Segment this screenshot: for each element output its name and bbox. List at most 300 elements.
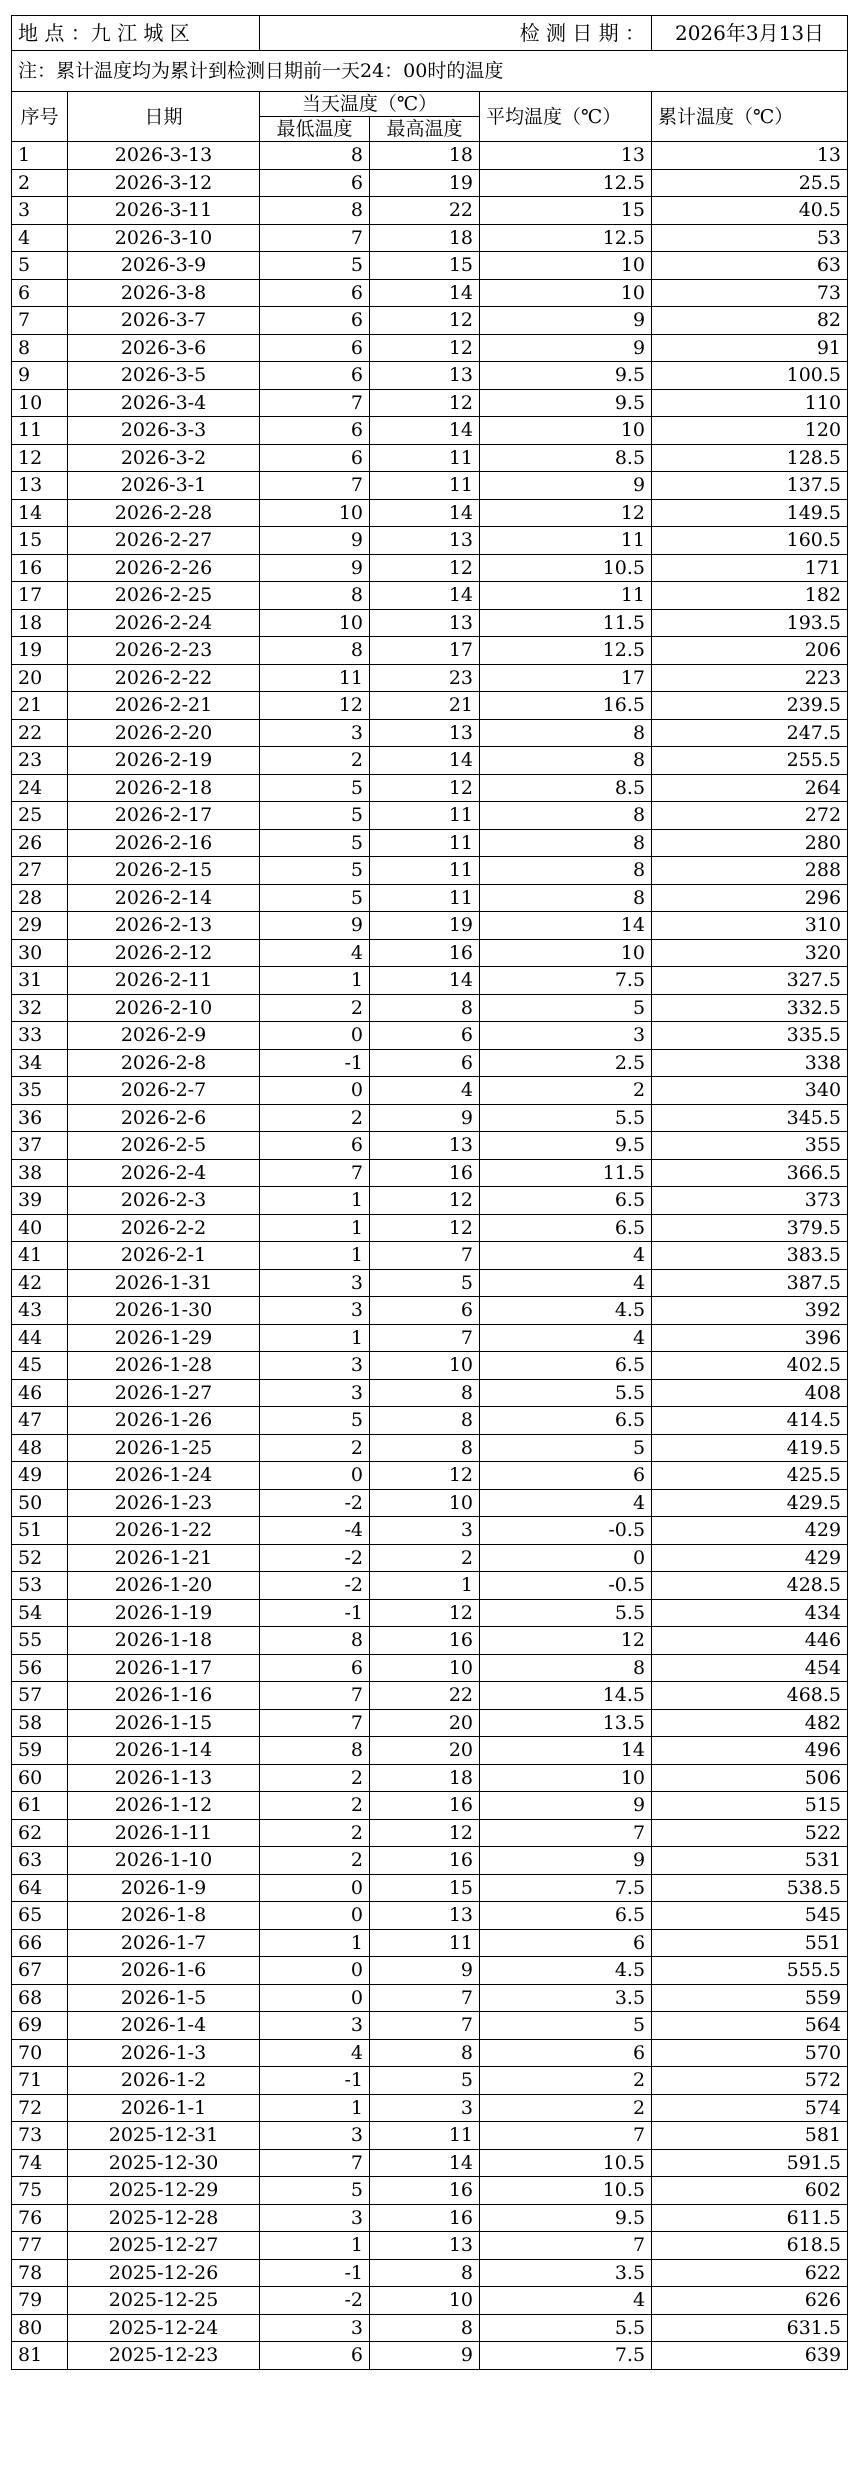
cell-date: 2025-12-27 (68, 2232, 260, 2260)
table-row (12, 224, 848, 252)
cell-index: 5 (12, 252, 68, 280)
cell-max: 11 (370, 857, 480, 885)
cell-date: 2026-1-1 (68, 2094, 260, 2122)
location-cell (12, 16, 260, 51)
cell-index: 26 (12, 829, 68, 857)
cell-date: 2026-2-18 (68, 774, 260, 802)
cell-cum: 383.5 (652, 1242, 848, 1270)
cell-cum: 379.5 (652, 1214, 848, 1242)
cell-max: 8 (370, 1434, 480, 1462)
cell-min: 5 (260, 2177, 370, 2205)
cell-index: 57 (12, 1682, 68, 1710)
cell-min: 5 (260, 802, 370, 830)
table-row (12, 2177, 848, 2205)
cell-min: 3 (260, 2314, 370, 2342)
cell-index: 42 (12, 1269, 68, 1297)
cell-cum: 160.5 (652, 527, 848, 555)
cell-index: 48 (12, 1434, 68, 1462)
cell-cum: 373 (652, 1187, 848, 1215)
cell-date: 2026-2-3 (68, 1187, 260, 1215)
table-row (12, 637, 848, 665)
table-row (12, 2342, 848, 2370)
table-row (12, 2122, 848, 2150)
cell-min: 6 (260, 169, 370, 197)
table-row (12, 1352, 848, 1380)
cell-max: 10 (370, 2287, 480, 2315)
cell-min: 3 (260, 2204, 370, 2232)
cell-min: 11 (260, 664, 370, 692)
cell-max: 14 (370, 967, 480, 995)
cell-max: 16 (370, 2204, 480, 2232)
cell-cum: 239.5 (652, 692, 848, 720)
table-row (12, 967, 848, 995)
cell-date: 2026-1-17 (68, 1654, 260, 1682)
cell-index: 68 (12, 1984, 68, 2012)
cell-max: 11 (370, 1929, 480, 1957)
cell-index: 3 (12, 197, 68, 225)
cell-index: 33 (12, 1022, 68, 1050)
cell-max: 12 (370, 1214, 480, 1242)
cell-index: 8 (12, 334, 68, 362)
cell-index: 31 (12, 967, 68, 995)
cell-max: 14 (370, 417, 480, 445)
cell-cum: 296 (652, 884, 848, 912)
cell-min: 2 (260, 1792, 370, 1820)
cell-avg: -0.5 (480, 1572, 652, 1600)
cell-max: 20 (370, 1709, 480, 1737)
cell-min: 0 (260, 1022, 370, 1050)
cell-cum: 555.5 (652, 1957, 848, 1985)
cell-date: 2026-1-23 (68, 1489, 260, 1517)
cell-avg: 2 (480, 2094, 652, 2122)
cell-date: 2026-2-19 (68, 747, 260, 775)
cell-index: 23 (12, 747, 68, 775)
table-row (12, 829, 848, 857)
cell-max: 22 (370, 1682, 480, 1710)
cell-cum: 564 (652, 2012, 848, 2040)
cell-cum: 429.5 (652, 1489, 848, 1517)
table-row (12, 2067, 848, 2095)
cell-cum: 622 (652, 2259, 848, 2287)
cell-cum: 559 (652, 1984, 848, 2012)
cell-min: 1 (260, 1214, 370, 1242)
cell-cum: 320 (652, 939, 848, 967)
cell-index: 21 (12, 692, 68, 720)
cell-min: -2 (260, 1544, 370, 1572)
cell-index: 79 (12, 2287, 68, 2315)
cell-index: 51 (12, 1517, 68, 1545)
cell-avg: 12.5 (480, 169, 652, 197)
cell-max: 6 (370, 1049, 480, 1077)
cell-index: 62 (12, 1819, 68, 1847)
header-row (12, 16, 848, 51)
cell-max: 11 (370, 884, 480, 912)
cell-max: 14 (370, 279, 480, 307)
table-row (12, 1049, 848, 1077)
cell-min: 7 (260, 224, 370, 252)
table-row (12, 2149, 848, 2177)
table-row (12, 1572, 848, 1600)
cell-cum: 392 (652, 1297, 848, 1325)
cell-cum: 574 (652, 2094, 848, 2122)
cell-date: 2025-12-23 (68, 2342, 260, 2370)
table-row (12, 1434, 848, 1462)
cell-avg: 4 (480, 1242, 652, 1270)
cell-cum: 182 (652, 582, 848, 610)
cell-cum: 396 (652, 1324, 848, 1352)
cell-avg: 8 (480, 884, 652, 912)
table-row (12, 142, 848, 170)
table-row (12, 774, 848, 802)
cell-index: 39 (12, 1187, 68, 1215)
cell-max: 12 (370, 389, 480, 417)
cell-min: 2 (260, 1764, 370, 1792)
cell-index: 74 (12, 2149, 68, 2177)
table-row (12, 609, 848, 637)
cell-avg: 8 (480, 829, 652, 857)
table-row (12, 1022, 848, 1050)
cell-min: 10 (260, 499, 370, 527)
cell-date: 2026-2-20 (68, 719, 260, 747)
cell-avg: 8.5 (480, 444, 652, 472)
cell-date: 2025-12-29 (68, 2177, 260, 2205)
cell-index: 40 (12, 1214, 68, 1242)
table-row (12, 582, 848, 610)
cell-index: 54 (12, 1599, 68, 1627)
cell-avg: 4 (480, 1489, 652, 1517)
cell-max: 8 (370, 2259, 480, 2287)
cell-cum: 387.5 (652, 1269, 848, 1297)
cell-cum: 288 (652, 857, 848, 885)
cell-cum: 340 (652, 1077, 848, 1105)
table-row (12, 2012, 848, 2040)
cell-index: 2 (12, 169, 68, 197)
cell-avg: 8 (480, 747, 652, 775)
cell-min: 0 (260, 1874, 370, 1902)
cell-index: 58 (12, 1709, 68, 1737)
cell-min: 1 (260, 1929, 370, 1957)
cell-cum: 206 (652, 637, 848, 665)
cell-index: 77 (12, 2232, 68, 2260)
cell-min: 2 (260, 1847, 370, 1875)
table-row (12, 1132, 848, 1160)
cell-min: 1 (260, 1242, 370, 1270)
cell-cum: 280 (652, 829, 848, 857)
cell-cum: 366.5 (652, 1159, 848, 1187)
cell-cum: 425.5 (652, 1462, 848, 1490)
cell-date: 2026-1-11 (68, 1819, 260, 1847)
cell-date: 2026-3-1 (68, 472, 260, 500)
cell-date: 2026-2-15 (68, 857, 260, 885)
cell-avg: 10.5 (480, 2177, 652, 2205)
cell-min: 0 (260, 1957, 370, 1985)
cell-min: 1 (260, 2094, 370, 2122)
cell-max: 12 (370, 774, 480, 802)
cell-avg: 3 (480, 1022, 652, 1050)
cell-index: 44 (12, 1324, 68, 1352)
cell-avg: 6.5 (480, 1187, 652, 1215)
cell-avg: 9 (480, 1792, 652, 1820)
cell-avg: 3.5 (480, 1984, 652, 2012)
cell-date: 2026-1-31 (68, 1269, 260, 1297)
cell-avg: 9 (480, 1847, 652, 1875)
cell-min: 6 (260, 1654, 370, 1682)
cell-min: 1 (260, 2232, 370, 2260)
cell-date: 2025-12-31 (68, 2122, 260, 2150)
cell-max: 11 (370, 829, 480, 857)
table-row (12, 252, 848, 280)
cell-max: 2 (370, 1544, 480, 1572)
cell-index: 17 (12, 582, 68, 610)
cell-max: 16 (370, 939, 480, 967)
cell-avg: 5.5 (480, 2314, 652, 2342)
cell-index: 4 (12, 224, 68, 252)
cell-min: -2 (260, 2287, 370, 2315)
cell-max: 12 (370, 1462, 480, 1490)
cell-min: 3 (260, 1297, 370, 1325)
cell-min: 8 (260, 1627, 370, 1655)
cell-max: 7 (370, 1242, 480, 1270)
cell-max: 16 (370, 2177, 480, 2205)
cell-min: 8 (260, 142, 370, 170)
cell-date: 2026-1-20 (68, 1572, 260, 1600)
cell-index: 53 (12, 1572, 68, 1600)
cell-index: 61 (12, 1792, 68, 1820)
cell-date: 2026-2-10 (68, 994, 260, 1022)
cell-max: 13 (370, 719, 480, 747)
cell-avg: 17 (480, 664, 652, 692)
cell-cum: 272 (652, 802, 848, 830)
cell-index: 29 (12, 912, 68, 940)
cell-index: 46 (12, 1379, 68, 1407)
cell-index: 11 (12, 417, 68, 445)
cell-min: 9 (260, 912, 370, 940)
cell-date: 2026-2-4 (68, 1159, 260, 1187)
cell-avg: 8 (480, 802, 652, 830)
cell-max: 9 (370, 1957, 480, 1985)
cell-index: 81 (12, 2342, 68, 2370)
table-row (12, 1297, 848, 1325)
cell-date: 2026-2-23 (68, 637, 260, 665)
cell-date: 2025-12-28 (68, 2204, 260, 2232)
cell-cum: 100.5 (652, 362, 848, 390)
cell-max: 9 (370, 2342, 480, 2370)
cell-avg: 14.5 (480, 1682, 652, 1710)
table-row (12, 2039, 848, 2067)
cell-index: 35 (12, 1077, 68, 1105)
table-row (12, 1737, 848, 1765)
cell-index: 10 (12, 389, 68, 417)
cell-min: 1 (260, 1324, 370, 1352)
cell-min: -4 (260, 1517, 370, 1545)
cell-max: 13 (370, 527, 480, 555)
column-header-avg: 平均温度（℃） (480, 92, 652, 142)
table-row (12, 2259, 848, 2287)
cell-date: 2025-12-26 (68, 2259, 260, 2287)
cell-max: 6 (370, 1022, 480, 1050)
table-row (12, 362, 848, 390)
table-row (12, 1984, 848, 2012)
table-row (12, 1929, 848, 1957)
cell-date: 2026-3-10 (68, 224, 260, 252)
cell-cum: 545 (652, 1902, 848, 1930)
cell-avg: 10 (480, 417, 652, 445)
cell-min: 6 (260, 417, 370, 445)
table-row (12, 719, 848, 747)
cell-avg: 10 (480, 1764, 652, 1792)
cell-cum: 310 (652, 912, 848, 940)
cell-max: 19 (370, 169, 480, 197)
cell-min: 3 (260, 719, 370, 747)
cell-date: 2026-2-24 (68, 609, 260, 637)
cell-avg: 12 (480, 499, 652, 527)
cell-index: 36 (12, 1104, 68, 1132)
cell-min: 0 (260, 1077, 370, 1105)
table-row (12, 334, 848, 362)
cell-date: 2026-3-6 (68, 334, 260, 362)
cell-cum: 25.5 (652, 169, 848, 197)
cell-min: 6 (260, 307, 370, 335)
table-row (12, 1847, 848, 1875)
cell-cum: 335.5 (652, 1022, 848, 1050)
cell-cum: 171 (652, 554, 848, 582)
cell-min: 8 (260, 637, 370, 665)
cell-cum: 468.5 (652, 1682, 848, 1710)
cell-date: 2026-1-12 (68, 1792, 260, 1820)
table-row (12, 1517, 848, 1545)
cell-index: 37 (12, 1132, 68, 1160)
cell-index: 47 (12, 1407, 68, 1435)
cell-max: 10 (370, 1489, 480, 1517)
cell-index: 30 (12, 939, 68, 967)
cell-min: 6 (260, 362, 370, 390)
cell-max: 7 (370, 1984, 480, 2012)
cell-cum: 345.5 (652, 1104, 848, 1132)
cell-cum: 506 (652, 1764, 848, 1792)
cell-avg: 0 (480, 1544, 652, 1572)
cell-max: 11 (370, 2122, 480, 2150)
cell-min: 3 (260, 2122, 370, 2150)
cell-index: 28 (12, 884, 68, 912)
cell-min: 8 (260, 197, 370, 225)
cell-avg: 13.5 (480, 1709, 652, 1737)
cell-cum: 128.5 (652, 444, 848, 472)
cell-avg: 7 (480, 2232, 652, 2260)
cell-cum: 602 (652, 2177, 848, 2205)
cell-min: 2 (260, 994, 370, 1022)
cell-min: 7 (260, 389, 370, 417)
cell-avg: 6.5 (480, 1352, 652, 1380)
cell-min: 7 (260, 1159, 370, 1187)
column-header-date: 日期 (68, 92, 260, 142)
cell-max: 12 (370, 1187, 480, 1215)
table-row (12, 939, 848, 967)
cell-max: 12 (370, 1819, 480, 1847)
cell-avg: 8 (480, 719, 652, 747)
cell-date: 2026-1-2 (68, 2067, 260, 2095)
cell-avg: 6 (480, 2039, 652, 2067)
cell-index: 38 (12, 1159, 68, 1187)
cell-index: 49 (12, 1462, 68, 1490)
cell-avg: 5 (480, 994, 652, 1022)
cell-cum: 626 (652, 2287, 848, 2315)
cell-index: 12 (12, 444, 68, 472)
cell-index: 7 (12, 307, 68, 335)
cell-min: 5 (260, 857, 370, 885)
location-value: 九 江 城 区 (90, 21, 190, 45)
cell-max: 14 (370, 499, 480, 527)
table-row (12, 307, 848, 335)
table-row (12, 1269, 848, 1297)
cell-avg: 11 (480, 527, 652, 555)
cell-cum: 446 (652, 1627, 848, 1655)
table-row (12, 802, 848, 830)
cell-date: 2026-3-4 (68, 389, 260, 417)
note-text: 注：累计温度均为累计到检测日期前一天24：00时的温度 (12, 51, 848, 92)
cell-max: 7 (370, 1324, 480, 1352)
cell-avg: 9 (480, 472, 652, 500)
cell-date: 2026-2-21 (68, 692, 260, 720)
cell-max: 19 (370, 912, 480, 940)
cell-cum: 82 (652, 307, 848, 335)
cell-date: 2026-1-26 (68, 1407, 260, 1435)
cell-index: 69 (12, 2012, 68, 2040)
cell-index: 16 (12, 554, 68, 582)
cell-index: 80 (12, 2314, 68, 2342)
cell-avg: 15 (480, 197, 652, 225)
cell-max: 12 (370, 554, 480, 582)
cell-date: 2026-1-21 (68, 1544, 260, 1572)
cell-date: 2026-2-17 (68, 802, 260, 830)
cell-date: 2026-1-10 (68, 1847, 260, 1875)
cell-min: 12 (260, 692, 370, 720)
cell-date: 2026-1-14 (68, 1737, 260, 1765)
cell-cum: 338 (652, 1049, 848, 1077)
table-row (12, 1462, 848, 1490)
cell-cum: 402.5 (652, 1352, 848, 1380)
cell-max: 3 (370, 2094, 480, 2122)
cell-min: 7 (260, 2149, 370, 2177)
cell-min: 9 (260, 554, 370, 582)
cell-avg: 5.5 (480, 1599, 652, 1627)
cell-max: 8 (370, 2314, 480, 2342)
cell-cum: 515 (652, 1792, 848, 1820)
cell-max: 12 (370, 307, 480, 335)
cell-max: 8 (370, 1407, 480, 1435)
table-row (12, 389, 848, 417)
cell-avg: 4 (480, 1269, 652, 1297)
cell-index: 43 (12, 1297, 68, 1325)
table-row (12, 664, 848, 692)
cell-max: 8 (370, 994, 480, 1022)
cell-avg: 6.5 (480, 1407, 652, 1435)
cell-max: 15 (370, 1874, 480, 1902)
column-header-cum: 累计温度（℃） (652, 92, 848, 142)
cell-max: 10 (370, 1654, 480, 1682)
table-row (12, 417, 848, 445)
cell-cum: 73 (652, 279, 848, 307)
cell-max: 18 (370, 1764, 480, 1792)
cell-max: 3 (370, 1517, 480, 1545)
table-row (12, 1077, 848, 1105)
cell-min: -1 (260, 2067, 370, 2095)
cell-avg: 9.5 (480, 1132, 652, 1160)
cell-date: 2026-1-8 (68, 1902, 260, 1930)
cell-min: 1 (260, 967, 370, 995)
cell-avg: 6.5 (480, 1902, 652, 1930)
cell-min: 5 (260, 252, 370, 280)
cell-min: 6 (260, 2342, 370, 2370)
